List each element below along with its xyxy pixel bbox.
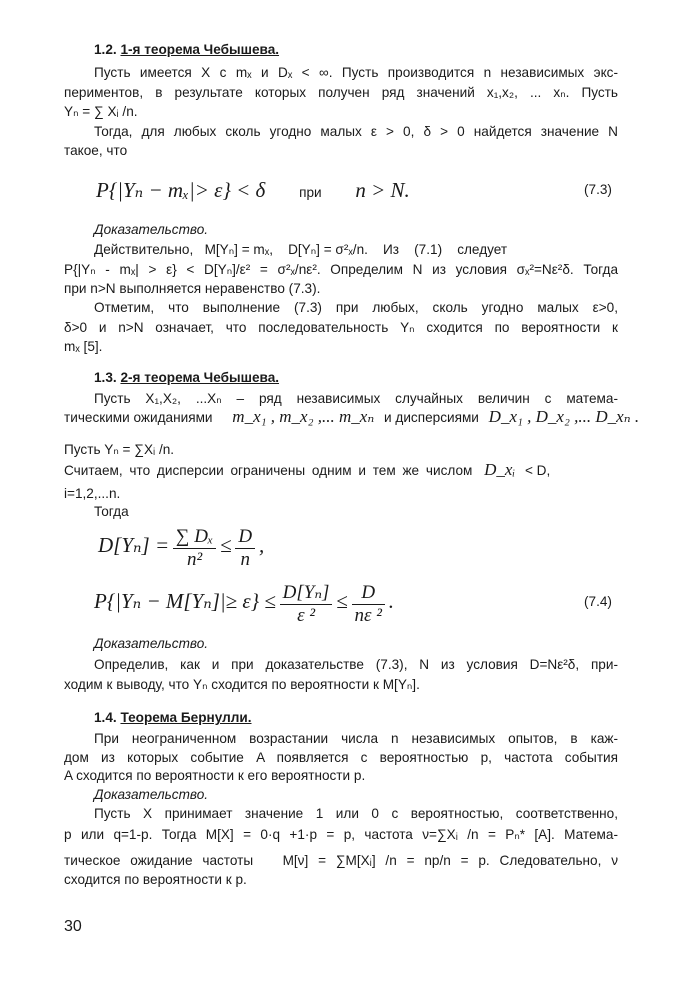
paragraph-line: Yₙ = ∑ Xᵢ /n. xyxy=(64,104,138,119)
equation-lhs: P{|Yₙ − mₓ|> ε} < δ xyxy=(96,178,266,202)
equation-number: (7.4) xyxy=(584,594,612,609)
paragraph-line: дом из которых событие A появляется с вероятностью p, частота события xyxy=(64,750,618,765)
paragraph-line: P{|Yₙ - mₓ| > ε} < D[Yₙ]/ε² = σ²ₓ/nε². Определим N из условия σₓ²=Nε²δ. Тогда xyxy=(64,262,618,277)
variance-symbol: D_xᵢ xyxy=(484,460,516,479)
equation-variance xyxy=(98,520,264,573)
proof-label: Доказательство. xyxy=(94,222,209,237)
equation-7-3 xyxy=(96,176,410,207)
operator: ≤ xyxy=(336,589,348,613)
fraction-denominator: n xyxy=(240,548,251,570)
section-title: Теорема Бернулли. xyxy=(120,710,252,725)
paragraph-line: периментов, в результате которых получен ряд значений x₁,x₂, ... xₙ. Пусть xyxy=(64,85,618,100)
expectations-list: m_x₁ , m_x₂ ,... m_xₙ xyxy=(232,407,375,426)
equation-lhs: P{|Yₙ − M[Yₙ]|≥ ε} ≤ xyxy=(94,589,276,613)
fraction-numerator: ∑ Dₓ xyxy=(173,526,216,549)
section-number: 1.2. xyxy=(94,42,117,57)
fraction-denominator: n² xyxy=(187,548,203,570)
text-run: тическими ожиданиями xyxy=(64,410,213,425)
fraction-numerator: D xyxy=(352,582,385,605)
punctuation: , xyxy=(258,533,265,557)
equation-7-4 xyxy=(94,576,394,629)
paragraph-line: A сходится по вероятности к его вероятности p. xyxy=(64,768,366,783)
section-1-3-heading xyxy=(94,369,279,387)
paragraph-line: при n>N выполняется неравенство (7.3). xyxy=(64,281,321,296)
paragraph-line: При неограниченном возрастании числа n независимых опытов, в каж- xyxy=(94,731,618,746)
fraction-denominator: ε ² xyxy=(297,604,316,626)
proof-label: Доказательство. xyxy=(94,636,209,651)
paragraph-line xyxy=(64,407,640,427)
section-title: 2-я теорема Чебышева. xyxy=(120,370,280,385)
paragraph-line: δ>0 и n>N означает, что последовательность Yₙ сходится по вероятности к xyxy=(64,320,618,335)
paragraph-line: Определив, как и при доказательстве (7.3), N из условия D=Nε²δ, при- xyxy=(94,657,618,672)
paragraph-line: Пусть имеется X с mₓ и Dₓ < ∞. Пусть производится n независимых экс- xyxy=(94,65,618,80)
paragraph-line: Пусть Yₙ = ∑Xᵢ /n. xyxy=(64,442,175,457)
equation-number: (7.3) xyxy=(584,182,612,197)
paragraph-line: mₓ [5]. xyxy=(64,339,103,354)
paragraph-line: Тогда, для любых сколь угодно малых ε > 0, δ > 0 найдется значение N xyxy=(94,124,618,139)
punctuation: . xyxy=(388,589,395,613)
fraction xyxy=(235,526,255,571)
proof-label: Доказательство. xyxy=(94,787,209,802)
page-number: 30 xyxy=(64,918,82,935)
paragraph-line: Тогда xyxy=(94,504,129,519)
paragraph-line xyxy=(64,461,620,480)
variances-list: D_x₁ , D_x₂ ,... D_xₙ . xyxy=(488,407,640,426)
text-run: и дисперсиями xyxy=(384,410,479,425)
operator: ≤ xyxy=(220,533,232,557)
paragraph-line: p или q=1-p. Тогда M[X] = 0·q +1·p = p, частота ν=∑Xᵢ /n = Pₙ* [A]. Матема- xyxy=(64,827,618,842)
fraction xyxy=(352,582,385,627)
section-number: 1.3. xyxy=(94,370,117,385)
fraction xyxy=(173,526,216,571)
equation-when: при xyxy=(299,185,322,200)
paragraph-line: Пусть X₁,X₂, ...Xₙ – ряд независимых случайных величин с матема- xyxy=(94,391,618,406)
paragraph-line: такое, что xyxy=(64,143,128,158)
section-1-4-heading xyxy=(94,709,252,727)
section-number: 1.4. xyxy=(94,710,117,725)
section-1-2-heading xyxy=(94,41,279,59)
paragraph-line: Действительно, M[Yₙ] = mₓ, D[Yₙ] = σ²ₓ/n. Из (7.1) следует xyxy=(94,242,508,257)
paragraph-line: ходим к выводу, что Yₙ сходится по вероятности к M[Yₙ]. xyxy=(64,677,420,692)
text-run: Считаем, что дисперсии ограничены одним и тем же числом xyxy=(64,463,473,478)
fraction-numerator: D[Yₙ] xyxy=(280,582,333,605)
paragraph-line: Пусть X принимает значение 1 или 0 с вероятностью, соответственно, xyxy=(94,806,618,821)
fraction-numerator: D xyxy=(235,526,255,549)
text-run: < D, xyxy=(524,463,551,478)
section-title: 1-я теорема Чебышева. xyxy=(120,42,280,57)
paragraph-line: сходится по вероятности к p. xyxy=(64,872,247,887)
fraction-denominator: nε ² xyxy=(354,604,382,626)
paragraph-line: Отметим, что выполнение (7.3) при любых, сколь угодно малых ε>0, xyxy=(94,300,618,315)
equation-lhs: D[Yₙ] = xyxy=(98,533,170,557)
paragraph-line: тическое ожидание частоты M[ν] = ∑M[Xᵢ] /n = np/n = p. Следовательно, ν xyxy=(64,853,618,868)
fraction xyxy=(280,582,333,627)
equation-condition: n > N. xyxy=(355,178,410,202)
paragraph-line: i=1,2,...n. xyxy=(64,486,121,501)
